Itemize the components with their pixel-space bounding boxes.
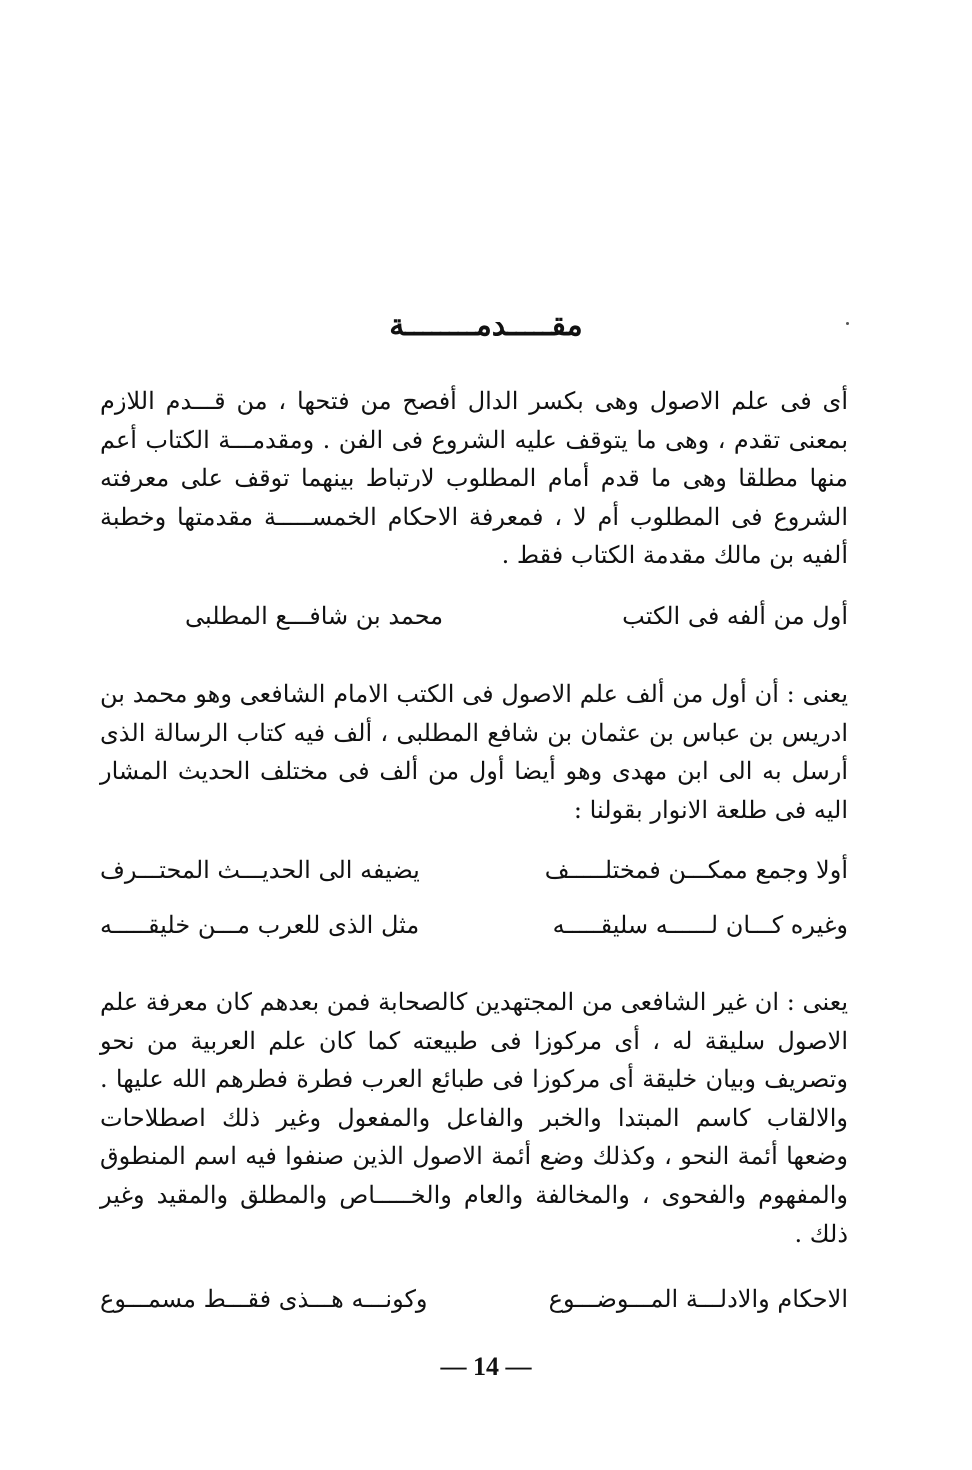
section-heading: مقـــــدمــــــــة xyxy=(389,308,583,343)
verse-second-hemistich: محمد بن شافـــع المطلبى xyxy=(185,602,444,630)
paragraph-intro: أى فى علم الاصول وهى بكسر الدال أفصح من فتحها ، من قـــدم اللازم بمعنى تقدم ، وهى ما يتوقف عليه الشروع فى الفن . ومقدمـــة الكتاب أعم منها مطلقا وهى ما قدم أمام المطلوب لارتباط بينهما توقف على معرفته الشروع فى المطلوب أم لا ، فمعرفة الاحكام الخمســـــة مقدمتها وخطبة ألفيه بن مالك مقدمة الكتاب فقط . xyxy=(100,387,848,570)
verse-second-hemistich: مثل الذى للعرب مـــن خليقـــــه xyxy=(100,911,420,939)
verse-line-2 xyxy=(100,856,848,896)
paragraph-commentary-2: يعنى : ان غير الشافعى من المجتهدين كالصحابة فمن بعدهم كان معرفة علم الاصول سليقة له ، أى مركوزا فى طبيعته كما كان علم العربية من نحو وتصريف وبيان خليقة أى مركوزا فى طبائع العرب فطرة فطرهم الله عليها . والالقاب كاسم المبتدا والخبر والفاعل والمفعول وغير ذلك اصطلاحات وضعها أئمة النحو ، وكذلك وضع أئمة الاصول الذين صنفوا فيه اسم المنطوق والمفهوم والفحوى ، والمخالفة والعام والخـــــاص والمطلق والمقيد وغير ذلك . xyxy=(100,988,848,1248)
verse-line-3 xyxy=(100,911,848,951)
verse-line-4 xyxy=(100,1285,848,1325)
verse-second-hemistich: يضيفه الى الحديـــث المحتـــرف xyxy=(100,856,420,884)
verse-first-hemistich: أول من ألفه فى الكتب xyxy=(622,602,848,630)
verse-first-hemistich: وغيره كـــان لــــــه سليقـــــه xyxy=(552,911,848,939)
paragraph-commentary-1: يعنى : أن أول من ألف علم الاصول فى الكتب الامام الشافعى وهو محمد بن ادريس بن عباس بن عثمان بن شافع المطلبى ، ألف فيه كتاب الرسالة الذى أرسل به الى ابن مهدى وهو أيضا أول من ألف فى مختلف الحديث المشار اليه فى طلعة الانوار بقولنا : xyxy=(100,680,848,824)
verse-second-hemistich: وكونـــه هـــذى فقـــط مسمـــوع xyxy=(100,1285,428,1313)
verse-first-hemistich: أولا وجمع ممكـــن فمختلـــــف xyxy=(544,856,848,884)
page-number: — 14 — xyxy=(440,1352,532,1381)
verse-first-hemistich: الاحكام والادلـــة المـــوضـــوع xyxy=(548,1285,848,1313)
verse-line-1 xyxy=(100,602,848,642)
